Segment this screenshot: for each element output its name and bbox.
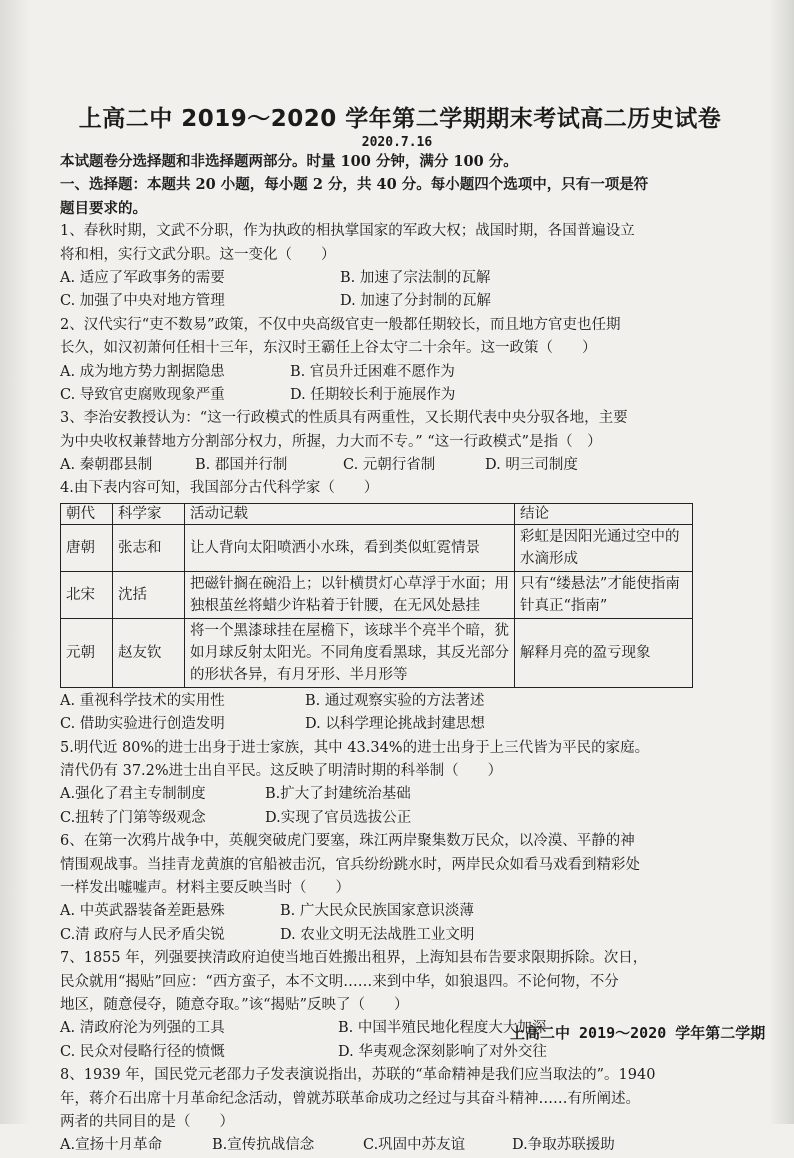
q2-options-row1	[60, 361, 700, 384]
q6-stem-line3: 一样发出嘘嘘声。材料主要反映当时（ ）	[60, 879, 350, 896]
table-row	[61, 524, 693, 571]
q3-option-a: A. 秦朝郡县制	[60, 457, 153, 474]
q1-option-d: D. 加速了分封制的瓦解	[340, 293, 491, 310]
q7-stem-line3: 地区，随意侵夺，随意夺取。”该“揭贴”反映了（ ）	[60, 996, 409, 1013]
q5-options-row1	[60, 783, 700, 806]
q6-options-row2	[60, 924, 700, 947]
table-cell-record: 将一个黑漆球挂在屋檐下，该球半个亮半个暗，犹如月球反射太阳光。不同角度看黑球，其反光部分的形状各异，有月牙形、半月形等	[185, 618, 515, 687]
q7-option-a: A. 清政府沦为列强的工具	[60, 1020, 225, 1037]
q3-option-b: B. 郡国并行制	[195, 457, 288, 474]
exam-date: 2020.7.16	[361, 135, 433, 150]
q8-stem-line2: 年，蒋介石出席十月革命纪念活动，曾就苏联革命成功之经过与其奋斗精神……有所阐述。	[60, 1090, 640, 1107]
q8-options-row	[60, 1134, 700, 1157]
q5-stem-line1: 5.明代近 80%的进士出身于进士家族，其中 43.34%的进士出身于上三代皆为平民的家庭。	[60, 739, 650, 756]
q3-stem-line1: 3、李治安教授认为：“这一行政模式的性质具有两重性，又长期代表中央分驭各地，主要	[60, 410, 628, 427]
q2-stem-line2: 长久，如汉初萧何任相十三年，东汉时王霸任上谷太守二十余年。这一政策（ ）	[60, 340, 597, 357]
q4-options-row2	[60, 713, 700, 736]
q5-option-c: C.扭转了门第等级观念	[60, 809, 206, 826]
table-row	[61, 571, 693, 618]
table-header-scientist: 科学家	[113, 503, 185, 524]
q3-option-d: D. 明三司制度	[485, 457, 578, 474]
q5-stem-line2: 清代仍有 37.2%进士出自平民。这反映了明清时期的科举制（ ）	[60, 763, 503, 780]
q4-options-row1	[60, 690, 700, 713]
q6-option-a: A. 中英武器装备差距悬殊	[60, 903, 225, 920]
table-cell-record: 把磁针搁在碗沿上；以针横贯灯心草浮于水面；用独根茧丝将蜡少许粘着于针腰，在无风处悬挂	[185, 571, 515, 618]
q1-options-row1	[60, 267, 700, 290]
q6-option-d: D. 农业文明无法战胜工业文明	[280, 926, 475, 943]
q4-stem: 4.由下表内容可知，我国部分古代科学家（ ）	[60, 480, 379, 497]
section-heading-line2: 题目要求的。	[60, 199, 147, 217]
table-cell-dynasty: 唐朝	[61, 524, 113, 571]
q4-option-c: C. 借助实验进行创造发明	[60, 716, 225, 733]
q1-option-b: B. 加速了宗法制的瓦解	[340, 269, 491, 286]
q5-option-b: B.扩大了封建统治基础	[265, 786, 411, 803]
q6-option-b: B. 广大民众民族国家意识淡薄	[280, 903, 474, 920]
q2-option-b: B. 官员升迁困难不愿作为	[290, 363, 455, 380]
table-cell-record: 让人背向太阳喷洒小水珠，看到类似虹霓情景	[185, 524, 515, 571]
table-cell-conclusion: 只有“缕悬法”才能使指南针真正“指南”	[515, 571, 693, 618]
q4-option-a: A. 重视科学技术的实用性	[60, 692, 225, 709]
q7-options-row2	[60, 1041, 700, 1064]
table-cell-scientist: 张志和	[113, 524, 185, 571]
table-row	[61, 618, 693, 687]
q3-option-c: C. 元朝行省制	[343, 457, 436, 474]
q2-stem-line1: 2、汉代实行“吏不数易”政策，不仅中央高级官吏一般都任期较长，而且地方官吏也任期	[60, 316, 621, 333]
q8-stem-line1: 8、1939 年，国民党元老邵力子发表演说指出，苏联的“革命精神是我们应当取法的”。1940	[60, 1067, 656, 1084]
q8-option-c: C.巩固中苏友谊	[363, 1137, 466, 1154]
q4-option-b: B. 通过观察实验的方法著述	[305, 692, 485, 709]
table-cell-conclusion: 彩虹是因阳光通过空中的水滴形成	[515, 524, 693, 571]
q1-options-row2	[60, 290, 700, 313]
q2-option-d: D. 任期较长利于施展作为	[290, 386, 456, 403]
scan-edge-left	[0, 0, 30, 1124]
q1-stem-line1: 1、春秋时期，文武不分职，作为执政的相执掌国家的军政大权；战国时期，各国普遍设立	[60, 223, 635, 240]
q8-stem-line3: 两者的共同目的是（ ）	[60, 1113, 234, 1130]
q2-option-a: A. 成为地方势力割据隐患	[60, 363, 225, 380]
scientist-table	[60, 503, 693, 688]
table-cell-scientist: 沈括	[113, 571, 185, 618]
q7-option-b: B. 中国半殖民地化程度大大加深	[338, 1020, 547, 1037]
exam-content	[60, 150, 700, 1158]
q1-stem-line2: 将和相，实行文武分职。这一变化（ ）	[60, 246, 336, 263]
table-cell-dynasty: 北宋	[61, 571, 113, 618]
q8-option-a: A.宣扬十月革命	[60, 1137, 163, 1154]
q5-option-d: D.实现了官员选拔公正	[265, 809, 412, 826]
scan-edge-right	[769, 0, 794, 1124]
q2-option-c: C. 导致官吏腐败现象严重	[60, 386, 225, 403]
q1-option-c: C. 加强了中央对地方管理	[60, 293, 225, 310]
q3-options-row	[60, 454, 700, 477]
q2-options-row2	[60, 384, 700, 407]
q8-option-b: B.宣传抗战信念	[212, 1137, 315, 1154]
page-footer: 上高二中 2019～2020 学年第二学期	[510, 1024, 766, 1042]
q7-option-c: C. 民众对侵略行径的愤慨	[60, 1043, 225, 1060]
q5-option-a: A.强化了君主专制制度	[60, 786, 206, 803]
q3-stem-line2: 为中央收权兼替地方分割部分权力，所握，力大而不专。” “这一行政模式”是指（ ）	[60, 433, 602, 450]
table-header-dynasty: 朝代	[61, 503, 113, 524]
table-header-record: 活动记载	[185, 503, 515, 524]
q6-stem-line2: 情围观战事。当挂青龙黄旗的官船被击沉，官兵纷纷跳水时，两岸民众如看马戏看到精彩处	[60, 856, 640, 873]
q4-option-d: D. 以科学理论挑战封建思想	[305, 716, 485, 733]
q6-stem-line1: 6、在第一次鸦片战争中，英舰突破虎门要塞，珠江两岸聚集数万民众，以冷漠、平静的神	[60, 833, 635, 850]
q6-options-row1	[60, 900, 700, 923]
q1-option-a: A. 适应了军政事务的需要	[60, 269, 225, 286]
table-cell-scientist: 赵友钦	[113, 618, 185, 687]
section-heading-line1: 一、选择题：本题共 20 小题，每小题 2 分，共 40 分。每小题四个选项中，只有一项是符	[60, 176, 649, 194]
q7-option-d: D. 华夷观念深刻影响了对外交往	[338, 1043, 547, 1060]
q6-option-c: C.清 政府与人民矛盾尖锐	[60, 926, 225, 943]
exam-title: 上高二中 2019～2020 学年第二学期期末考试高二历史试卷	[78, 106, 722, 132]
q5-options-row2	[60, 807, 700, 830]
table-header-row	[61, 503, 693, 524]
q7-stem-line2: 民众就用“揭贴”回应：“西方蛮子，本不文明……来到中华，如狼退四。不论何物，不分	[60, 973, 619, 990]
intro-text: 本试题卷分选择题和非选择题两部分。时量 100 分钟，满分 100 分。	[60, 153, 518, 170]
table-cell-conclusion: 解释月亮的盈亏现象	[515, 618, 693, 687]
table-header-conclusion: 结论	[515, 503, 693, 524]
q8-option-d: D.争取苏联援助	[512, 1137, 615, 1154]
table-cell-dynasty: 元朝	[61, 618, 113, 687]
q7-stem-line1: 7、1855 年，列强要挟清政府迫使当地百姓搬出租界，上海知县布告要求限期拆除。次日，	[60, 950, 648, 967]
